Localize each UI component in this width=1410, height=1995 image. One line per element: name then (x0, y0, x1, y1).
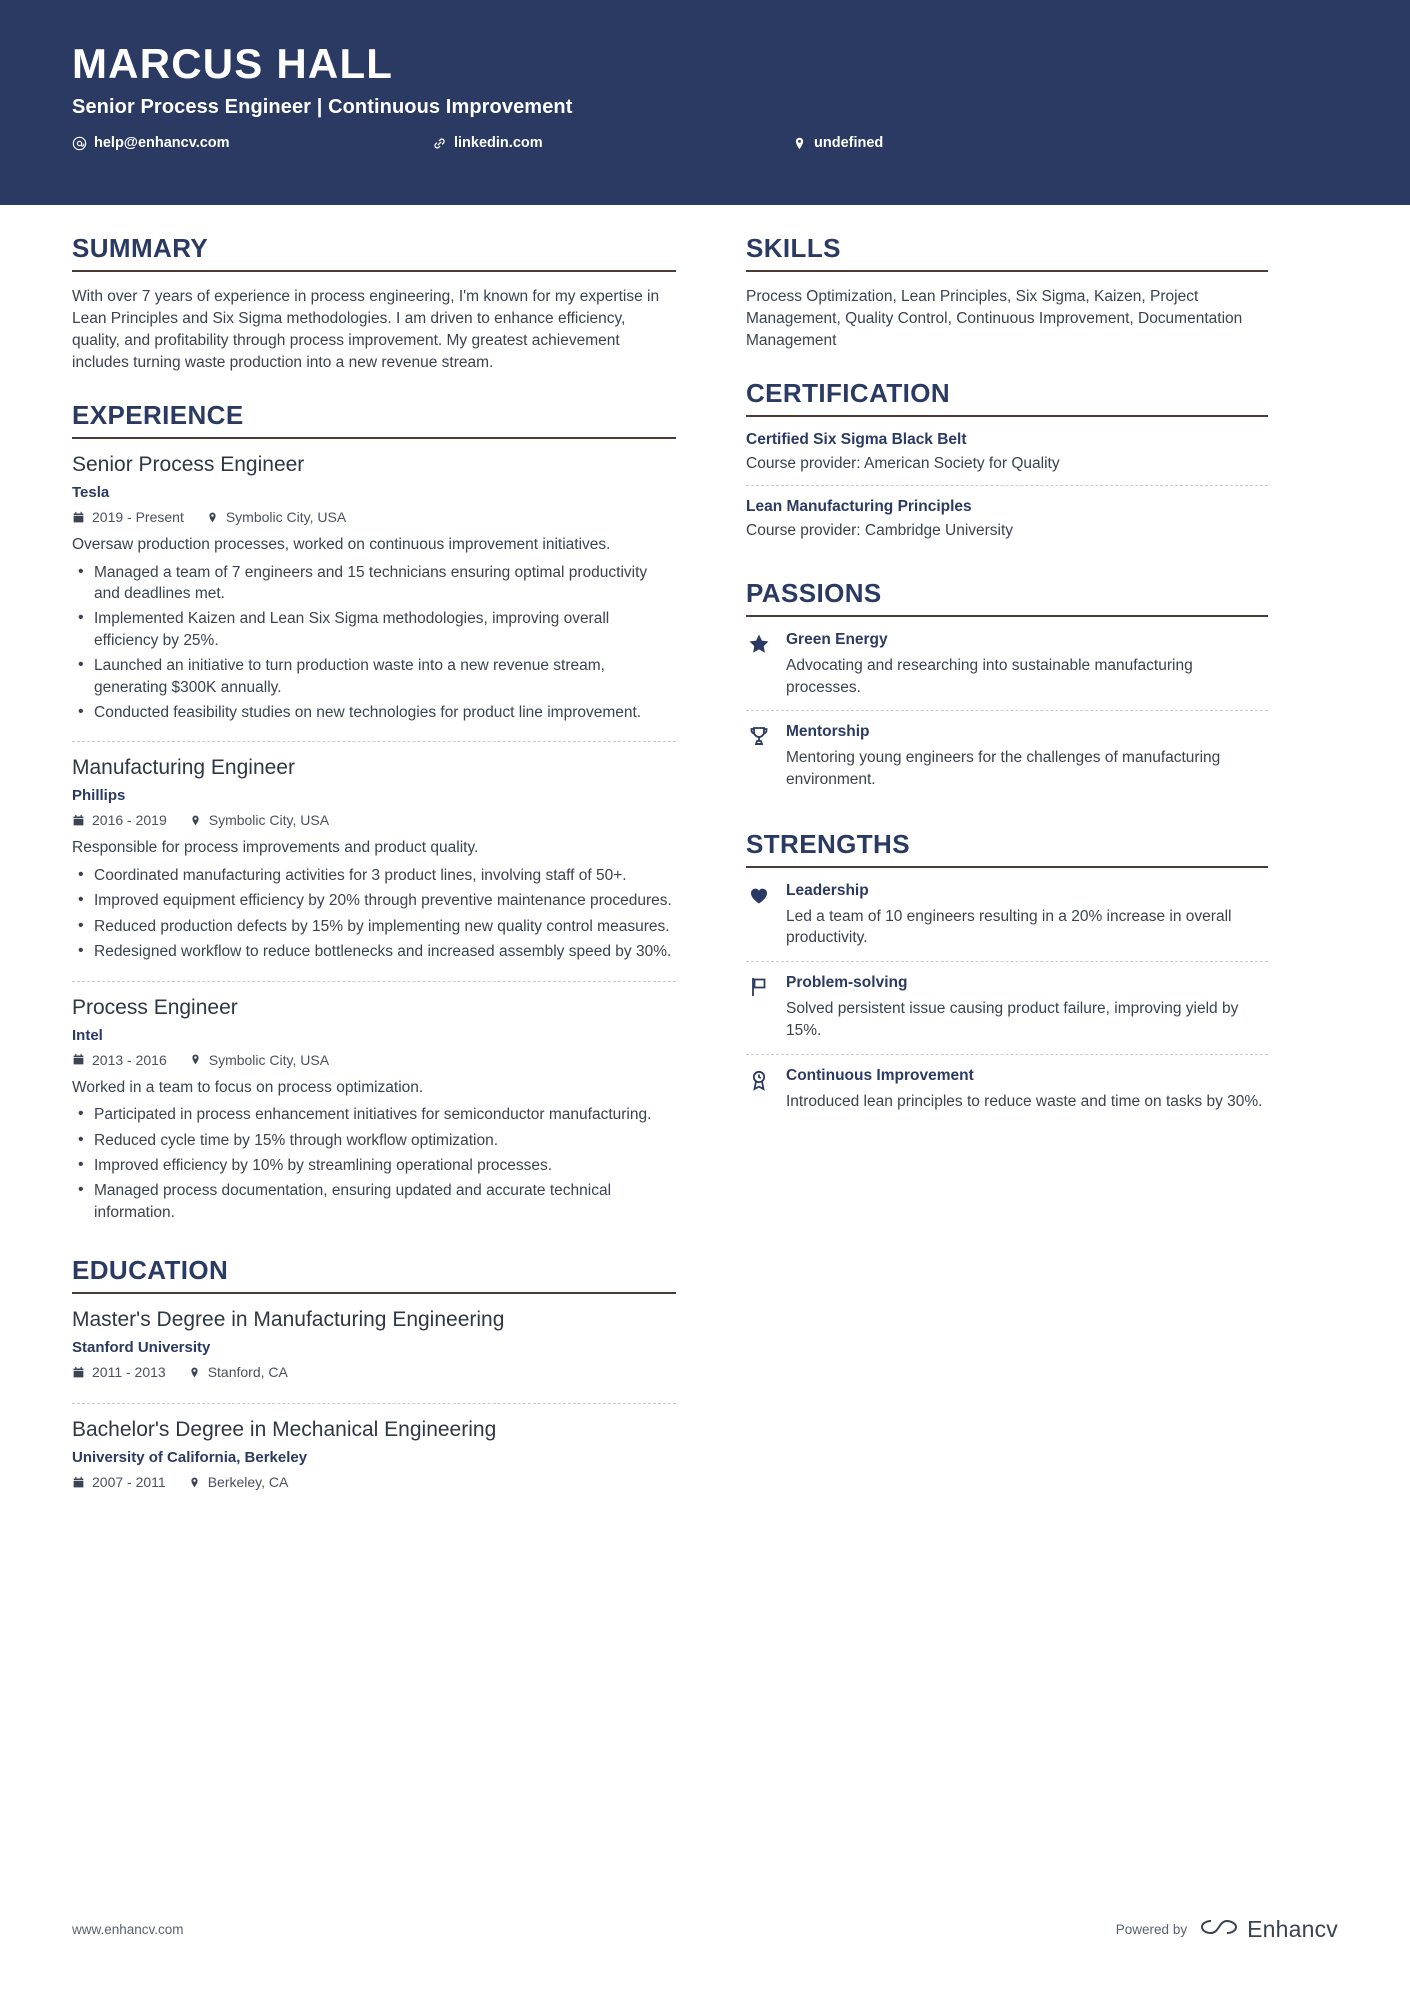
resume-body (0, 205, 1410, 1527)
skills-text: Process Optimization, Lean Principles, Six Sigma, Kaizen, Project Management, Quality Control, Continuous Improvement, Documentation Management (746, 288, 1243, 349)
map-pin-icon (792, 136, 807, 151)
right-column (712, 233, 1268, 1527)
bullet-item: • Improved equipment efficiency by 20% through preventive maintenance procedures. (72, 890, 676, 911)
education-location-label: Berkeley, CA (207, 1474, 289, 1491)
page-title: MARCUS HALL (72, 40, 394, 87)
passion-item (746, 631, 1268, 711)
section-title-certification: CERTIFICATION (746, 378, 1268, 417)
calendar-icon (72, 1475, 85, 1489)
section-experience (72, 400, 676, 1229)
education-location (188, 1474, 289, 1490)
bullet-item: • Managed a team of 7 engineers and 15 technicians ensuring optimal productivity and deadlines met. (72, 562, 676, 605)
experience-location-label: Symbolic City, USA (208, 812, 330, 829)
contact-location (792, 135, 1092, 151)
experience-meta (72, 1052, 676, 1068)
education-location-label: Stanford, CA (207, 1364, 288, 1381)
certification-item (746, 431, 1268, 486)
resume-header (0, 0, 1410, 205)
education-meta (72, 1364, 676, 1380)
bullet-item: • Managed process documentation, ensuring updated and accurate technical information. (72, 1180, 676, 1223)
education-degree: Master's Degree in Manufacturing Engineering (72, 1308, 505, 1332)
experience-bullets (72, 865, 676, 963)
experience-company: Intel (72, 1026, 103, 1044)
contact-email-label: help@enhancv.com (94, 135, 230, 152)
summary-text: With over 7 years of experience in process engineering, I'm known for my expertise in Lean Principles and Six Sigma methodologies. I am driven to enhance efficiency, quality, and profitability through process improvement. My greatest achievement includes turning waste production into a new revenue stream. (72, 288, 660, 371)
strength-title: Continuous Improvement (786, 1066, 974, 1084)
powered-by-label: Powered by (1115, 1922, 1188, 1937)
education-dates-label: 2007 - 2011 (92, 1474, 166, 1491)
contact-link[interactable] (432, 135, 792, 151)
experience-description: Responsible for process improvements and product quality. (72, 839, 479, 857)
bullet-item: • Improved efficiency by 10% by streamlining operational processes. (72, 1155, 676, 1176)
calendar-icon (72, 813, 85, 827)
section-education (72, 1255, 676, 1501)
certification-provider: Course provider: Cambridge University (746, 522, 1014, 539)
education-entry (72, 1418, 676, 1501)
experience-meta (72, 812, 676, 828)
enhancv-brand-label: Enhancv (1247, 1916, 1338, 1942)
experience-entry (72, 756, 676, 981)
certification-name: Lean Manufacturing Principles (746, 498, 972, 515)
passion-title: Green Energy (786, 631, 888, 648)
bullet-item: • Conducted feasibility studies on new technologies for product line improvement. (72, 702, 676, 723)
contact-row (72, 135, 1338, 151)
map-pin-icon (188, 1475, 201, 1489)
flag-icon (746, 974, 772, 1000)
strength-title: Problem-solving (786, 974, 908, 992)
map-pin-icon (206, 510, 219, 524)
experience-bullets (72, 562, 676, 724)
experience-dates-label: 2019 - Present (92, 509, 184, 525)
experience-dates (72, 812, 167, 828)
strength-item (746, 974, 1268, 1054)
star-icon (746, 631, 772, 657)
map-pin-icon (188, 1365, 201, 1379)
experience-location-label: Symbolic City, USA (225, 509, 347, 525)
passion-text: Mentoring young engineers for the challenges of manufacturing environment. (786, 749, 1221, 789)
education-dates (72, 1474, 166, 1490)
experience-dates-label: 2016 - 2019 (92, 812, 167, 829)
education-school: University of California, Berkeley (72, 1449, 308, 1467)
section-summary (72, 233, 676, 374)
bullet-item: • Redesigned workflow to reduce bottlenecks and increased assembly speed by 30%. (72, 941, 676, 962)
experience-description: Oversaw production processes, worked on continuous improvement initiatives. (72, 536, 611, 553)
heart-icon (746, 882, 772, 908)
bullet-item: • Reduced production defects by 15% by implementing new quality control measures. (72, 916, 676, 937)
contact-link-label: linkedin.com (454, 135, 543, 152)
job-role-subtitle: Senior Process Engineer | Continuous Improvement (72, 96, 573, 119)
experience-dates (72, 1052, 167, 1068)
education-dates-label: 2011 - 2013 (92, 1364, 166, 1381)
section-title-education: EDUCATION (72, 1255, 676, 1294)
strength-title: Leadership (786, 881, 869, 899)
experience-location (189, 1052, 329, 1068)
experience-entry (72, 996, 676, 1230)
enhancv-brand[interactable] (1199, 1916, 1338, 1943)
enhancv-logo-icon (1199, 1916, 1239, 1943)
section-skills (746, 233, 1268, 352)
contact-location-label: undefined (814, 135, 884, 152)
education-school: Stanford University (72, 1339, 211, 1357)
experience-entry (72, 453, 676, 742)
certification-name: Certified Six Sigma Black Belt (746, 431, 967, 448)
bullet-item: • Implemented Kaizen and Lean Six Sigma methodologies, improving overall efficiency by 25%. (72, 608, 676, 651)
section-title-strengths: STRENGTHS (746, 829, 1268, 868)
calendar-icon (72, 510, 85, 524)
education-entry (72, 1308, 676, 1404)
experience-title: Process Engineer (72, 995, 238, 1019)
certification-provider: Course provider: American Society for Quality (746, 455, 1060, 472)
experience-location (189, 812, 329, 828)
trophy-icon (746, 723, 772, 749)
section-title-skills: SKILLS (746, 233, 1268, 272)
education-meta (72, 1474, 676, 1490)
certification-item (746, 498, 1268, 552)
experience-dates (72, 509, 184, 525)
calendar-icon (72, 1053, 85, 1067)
section-title-summary: SUMMARY (72, 233, 676, 272)
contact-email[interactable] (72, 135, 432, 151)
section-passions (746, 578, 1268, 803)
bullet-item: • Launched an initiative to turn production waste into a new revenue stream, generating $300K annually. (72, 655, 676, 698)
experience-title: Manufacturing Engineer (72, 756, 295, 780)
footer-website-url[interactable]: www.enhancv.com (72, 1922, 184, 1937)
award-ribbon-icon (746, 1067, 772, 1093)
section-title-passions: PASSIONS (746, 578, 1268, 617)
left-column (72, 233, 712, 1527)
strength-item (746, 1067, 1268, 1125)
strength-text: Introduced lean principles to reduce waste and time on tasks by 30%. (786, 1092, 1263, 1110)
strength-text: Solved persistent issue causing product failure, improving yield by 15%. (786, 1000, 1239, 1039)
experience-meta (72, 509, 676, 525)
passion-text: Advocating and researching into sustainable manufacturing processes. (786, 657, 1193, 696)
education-location (188, 1364, 288, 1380)
experience-company: Phillips (72, 787, 126, 805)
bullet-item: • Participated in process enhancement initiatives for semiconductor manufacturing. (72, 1104, 676, 1125)
map-pin-icon (189, 1053, 202, 1067)
experience-location (206, 509, 346, 525)
passion-title: Mentorship (786, 723, 870, 741)
section-certification (746, 378, 1268, 552)
experience-description: Worked in a team to focus on process optimization. (72, 1078, 424, 1096)
link-icon (432, 136, 447, 151)
bullet-item: • Coordinated manufacturing activities for 3 product lines, involving staff of 50+. (72, 865, 676, 886)
experience-title: Senior Process Engineer (72, 453, 305, 476)
experience-location-label: Symbolic City, USA (208, 1051, 330, 1068)
strength-item (746, 882, 1268, 962)
resume-footer (72, 1916, 1338, 1943)
bullet-item: • Reduced cycle time by 15% through workflow optimization. (72, 1130, 676, 1151)
experience-dates-label: 2013 - 2016 (92, 1051, 167, 1068)
experience-bullets (72, 1104, 676, 1223)
at-icon (72, 136, 87, 151)
map-pin-icon (189, 813, 202, 827)
education-dates (72, 1364, 166, 1380)
footer-branding (1116, 1916, 1338, 1943)
section-title-experience: EXPERIENCE (72, 400, 676, 439)
passion-item (746, 723, 1268, 802)
education-degree: Bachelor's Degree in Mechanical Engineering (72, 1418, 497, 1442)
strength-text: Led a team of 10 engineers resulting in a 20% increase in overall productivity. (786, 907, 1232, 947)
section-strengths (746, 829, 1268, 1124)
calendar-icon (72, 1365, 85, 1379)
experience-company: Tesla (72, 484, 110, 501)
